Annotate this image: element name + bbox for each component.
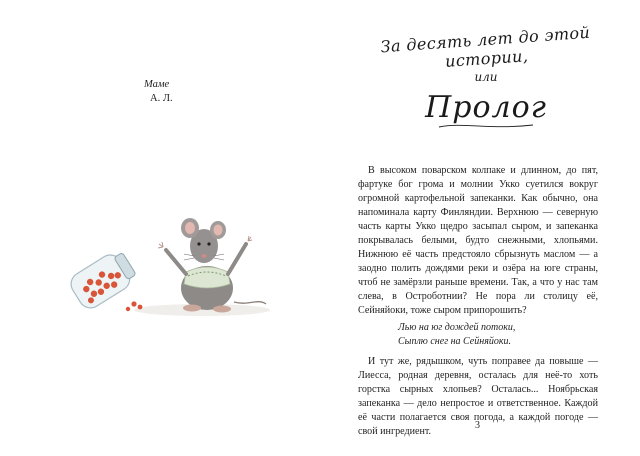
dedication: [138, 78, 173, 106]
paragraph-1: В высоком поварском колпаке и длинном, до пят, фартуке бог грома и молнии Укко суетился вокруг огромной картофельной запеканки. Как обычно, она напоминала карту Финляндии. Верхнюю — северную часть карты Укко щедро засыпал сыром, и запеканка покрывалась белыми, будто снежными, хлопьями. Нижнюю её часть предстояло сбрызнуть маслом — а заодно полить дождями реки и озёра на юге страны, чтоб не замёрзли раньше времени. Так, а что у нас там слева, в Остроботнии? Не пора ли столицу её, Сейняйоки, тоже сыром припорошить?: [358, 165, 598, 316]
chapter-heading: [366, 22, 606, 131]
page-number: 3: [475, 420, 480, 431]
jar-image: [67, 247, 140, 312]
heading-line-2: или: [474, 70, 498, 84]
heading-line-1: За десять лет до этой истории,: [379, 22, 591, 71]
body-text: [358, 164, 598, 439]
dedication-recipient: Маме: [144, 79, 170, 90]
right-page: [320, 0, 640, 456]
mouse-illustration: [62, 206, 272, 322]
chapter-title: Пролог: [425, 90, 547, 125]
verse: [398, 321, 598, 349]
verse-line-1: Лью на юг дождей потоки,: [398, 322, 516, 333]
mouse-figure: [158, 218, 266, 313]
paragraph-2: И тут же, рядышком, чуть поправее да повыше — Лиесса, родная деревня, осталась для неё-то хоть горстка сырных хлопьев? Осталась... Ноябрьская запеканка — дело непростое и ответственное. Каждой её части полагается своя погода, а каждой погоде — свой ингредиент.: [358, 356, 598, 437]
verse-line-2: Сыплю снег на Сейняйоки.: [398, 336, 512, 347]
dedication-signature: А. Л.: [150, 93, 173, 104]
